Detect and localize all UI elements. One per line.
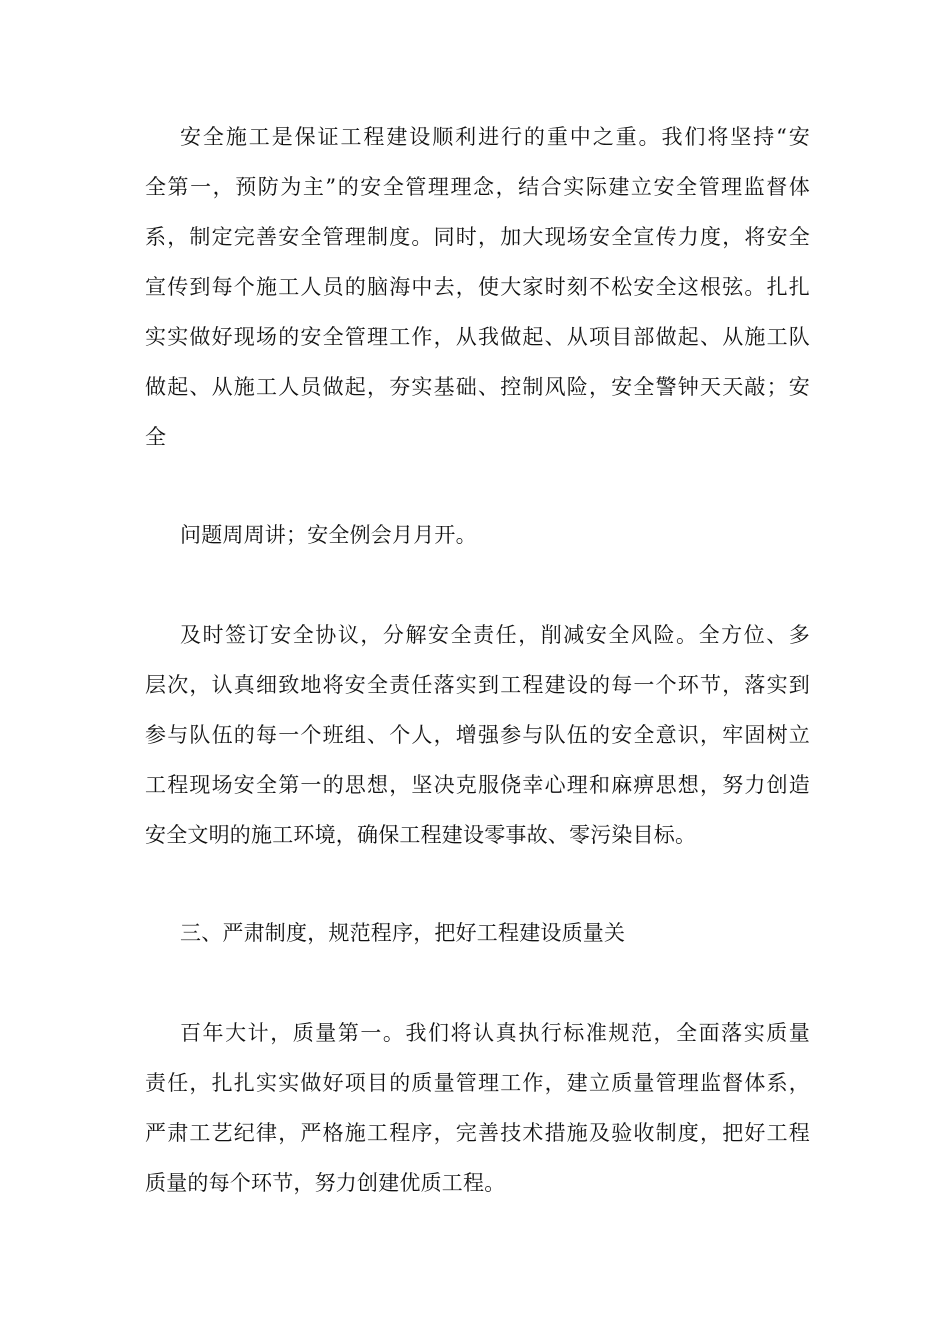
text-line: 实实做好现场的安全管理工作，从我做起、从项目部做起、从施工队: [145, 325, 810, 349]
text-line: 安全施工是保证工程建设顺利进行的重中之重。我们将坚持“安: [180, 125, 810, 149]
text-line: 责任，扎扎实实做好项目的质量管理工作，建立质量管理监督体系，: [145, 1071, 810, 1095]
text-line: 工程现场安全第一的思想，坚决克服侥幸心理和麻痹思想，努力创造: [145, 773, 810, 797]
text-line: 严肃工艺纪律，严格施工程序，完善技术措施及验收制度，把好工程: [145, 1121, 810, 1145]
text-line: 层次，认真细致地将安全责任落实到工程建设的每一个环节，落实到: [145, 673, 810, 697]
heading-line: 三、严肃制度，规范程序，把好工程建设质量关: [180, 921, 626, 945]
text-line: 参与队伍的每一个班组、个人，增强参与队伍的安全意识，牢固树立: [145, 723, 810, 747]
text-line: 及时签订安全协议，分解安全责任，削减安全风险。全方位、多: [180, 623, 810, 647]
text-line: 全: [145, 425, 167, 449]
text-line: 安全文明的施工环境，确保工程建设零事故、零污染目标。: [145, 823, 697, 847]
text-line: 百年大计，质量第一。我们将认真执行标准规范，全面落实质量: [180, 1021, 810, 1045]
text-line: 质量的每个环节，努力创建优质工程。: [145, 1171, 506, 1195]
text-line: 问题周周讲；安全例会月月开。: [180, 523, 477, 547]
text-line: 系，制定完善安全管理制度。同时，加大现场安全宣传力度，将安全: [145, 225, 810, 249]
text-line: 宣传到每个施工人员的脑海中去，使大家时刻不松安全这根弦。扎扎: [145, 275, 810, 299]
text-line: 全第一，预防为主”的安全管理理念，结合实际建立安全管理监督体: [145, 175, 810, 199]
text-line: 做起、从施工人员做起，夯实基础、控制风险，安全警钟天天敲；安: [145, 375, 810, 399]
